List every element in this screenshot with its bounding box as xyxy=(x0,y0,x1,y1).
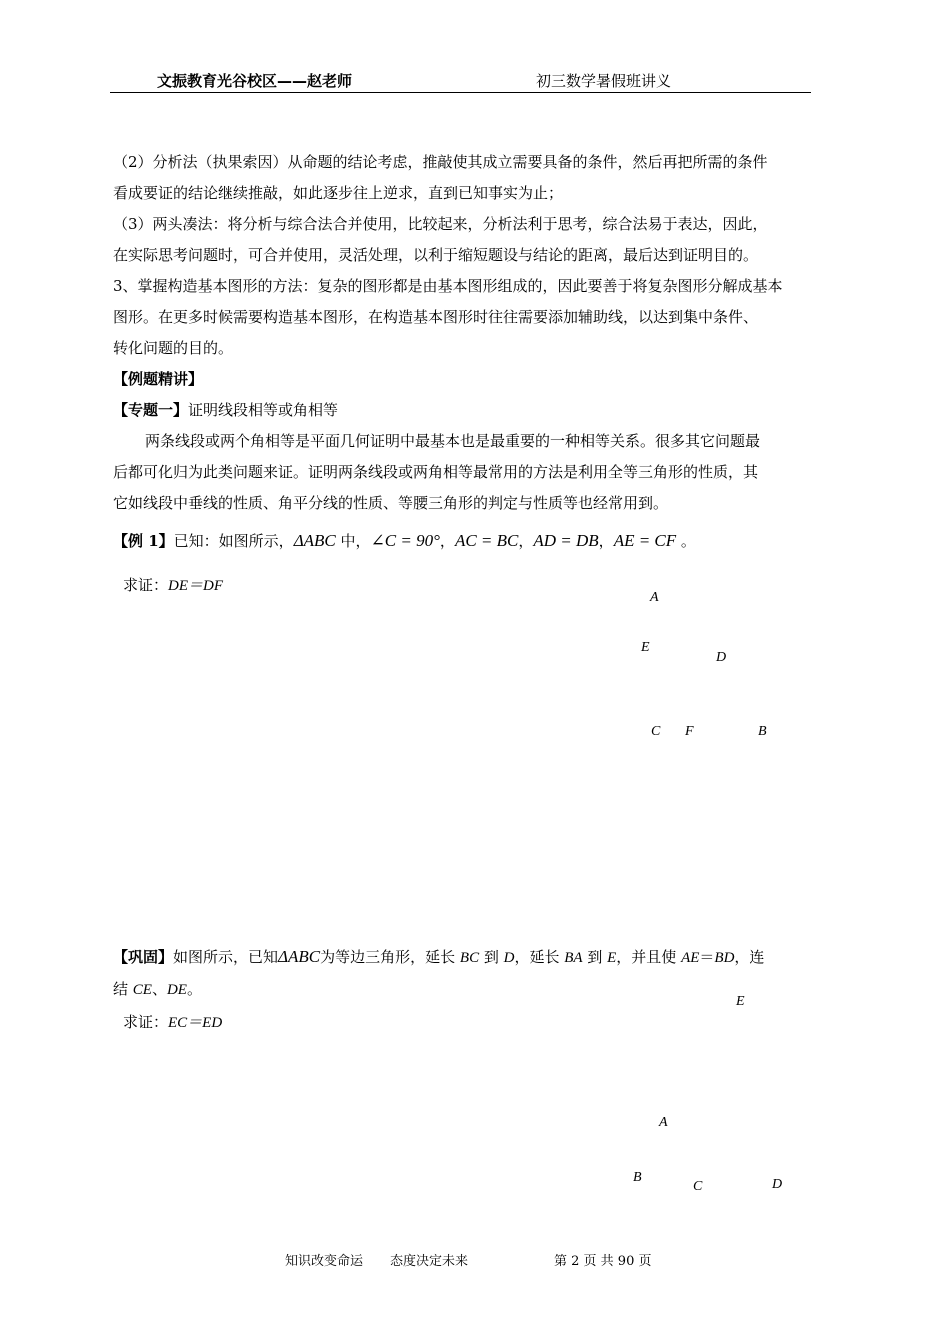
consolidate-text-e: ，延长 xyxy=(514,948,565,966)
consolidate-line-1 xyxy=(113,946,764,967)
example-1-cond-angle: ∠C = 90° xyxy=(370,531,440,550)
consolidate-l2-a: 结 xyxy=(113,980,133,998)
topic-1-intro-line-3: 它如线段中垂线的性质、角平分线的性质、等腰三角形的判定与性质等也经常用到。 xyxy=(113,494,669,512)
header-divider xyxy=(110,92,811,93)
example-1-cond-ae-cf: AE = CF xyxy=(613,531,677,550)
header-left-title: 文振教育光谷校区——赵老师 xyxy=(157,72,353,90)
two-ends-method-line-2: 在实际思考问题时，可合并使用，灵活处理，以利于缩短题设与结论的距离，最后达到证明目的。 xyxy=(113,246,759,264)
footer-page-number: 第 2 页 共 90 页 xyxy=(554,1254,652,1269)
example-1-given-prefix: 已知：如图所示， xyxy=(173,532,294,550)
analysis-method-line-2: 看成要证的结论继续推敲，如此逐步往上逆求，直到已知事实为止； xyxy=(113,184,564,202)
footer-motto-2: 态度决定未来 xyxy=(390,1254,469,1269)
consolidate-text-f: 到 xyxy=(582,948,608,966)
fig1-label-b: B xyxy=(758,724,767,739)
example-1-end: 。 xyxy=(676,532,696,550)
basic-figure-line-3: 转化问题的目的。 xyxy=(113,339,234,357)
consolidate-line-2 xyxy=(113,978,202,999)
example-1-prove-expr: DE＝DF xyxy=(168,578,224,594)
consolidate-de: DE xyxy=(166,982,187,998)
example-1-prove-label: 求证： xyxy=(123,576,169,594)
consolidate-text-g: ，并且使 xyxy=(616,948,682,966)
footer-motto-1: 知识改变命运 xyxy=(285,1254,364,1269)
fig1-label-f: F xyxy=(685,724,694,739)
consolidate-text-i: ，连 xyxy=(734,948,765,966)
consolidate-prove-label: 求证： xyxy=(123,1013,169,1031)
example-1-statement xyxy=(113,530,696,551)
fig1-label-c: C xyxy=(651,724,661,739)
fig1-label-d: D xyxy=(716,650,727,665)
example-1-tag: 【例 1】 xyxy=(113,532,174,550)
example-1-sep-2: ， xyxy=(518,532,534,550)
example-1-mid: 中， xyxy=(335,532,371,550)
consolidate-d: D xyxy=(503,950,515,966)
fig1-label-e: E xyxy=(641,640,650,655)
fig2-label-d: D xyxy=(772,1177,783,1192)
fig2-label-b: B xyxy=(633,1170,642,1185)
example-1-prove xyxy=(123,574,223,595)
section-title xyxy=(113,368,203,389)
two-ends-method-line-1: （3）两头凑法：将分析与综合法合并使用，比较起来，分析法利于思考，综合法易于表达，因此， xyxy=(113,215,768,233)
consolidate-ce: CE xyxy=(132,982,152,998)
consolidate-text-a: 如图所示，已知 xyxy=(173,948,279,966)
consolidate-l2-b: 、 xyxy=(151,980,167,998)
consolidate-tag: 【巩固】 xyxy=(113,948,174,966)
basic-figure-line-2: 图形。在更多时候需要构造基本图形，在构造基本图形时往往需要添加辅助线，以达到集中条件、 xyxy=(113,308,759,326)
consolidate-ae: AE xyxy=(681,950,700,966)
topic-1-intro-line-1: 两条线段或两个角相等是平面几何证明中最基本也是最重要的一种相等关系。很多其它问题最 xyxy=(145,432,761,450)
topic-1-intro-line-2: 后都可化归为此类问题来证。证明两条线段或两角相等最常用的方法是利用全等三角形的性质，其 xyxy=(113,463,759,481)
consolidate-l2-c: 。 xyxy=(186,980,202,998)
basic-figure-line-1: 3、掌握构造基本图形的方法：复杂的图形都是由基本图形组成的，因此要善于将复杂图形分解成基本 xyxy=(113,277,783,295)
topic-1-text: 证明线段相等或角相等 xyxy=(188,401,339,419)
consolidate-bc: BC xyxy=(459,950,480,966)
consolidate-bd: BD xyxy=(714,950,735,966)
example-1-triangle: ΔABC xyxy=(293,531,336,550)
consolidate-triangle: ΔABC xyxy=(278,947,321,966)
topic-1-bracket: 【专题一】 xyxy=(113,401,189,419)
analysis-method-line-1: （2）分析法（执果索因）从命题的结论考虑，推敲使其成立需要具备的条件，然后再把所需的条件 xyxy=(113,153,768,171)
section-title-text: 【例题精讲】 xyxy=(113,370,204,388)
consolidate-ba: BA xyxy=(564,950,583,966)
fig2-label-e: E xyxy=(736,994,745,1009)
header-right-title: 初三数学暑假班讲义 xyxy=(536,72,672,90)
example-1-cond-ac-bc: AC = BC xyxy=(454,531,519,550)
consolidate-eq: ＝ xyxy=(699,948,715,966)
topic-1-heading xyxy=(113,399,338,420)
example-1-sep-3: ， xyxy=(598,532,614,550)
fig2-label-a: A xyxy=(659,1115,668,1130)
example-1-sep-1: ， xyxy=(439,532,455,550)
consolidate-text-c: 到 xyxy=(479,948,504,966)
consolidate-prove-expr: EC＝ED xyxy=(168,1015,223,1031)
consolidate-prove xyxy=(123,1011,222,1032)
fig2-label-c: C xyxy=(693,1179,703,1194)
example-1-cond-ad-db: AD = DB xyxy=(533,531,599,550)
consolidate-text-b: 为等边三角形，延长 xyxy=(320,948,460,966)
consolidate-e-point: E xyxy=(607,950,617,966)
fig1-label-a: A xyxy=(650,590,659,605)
